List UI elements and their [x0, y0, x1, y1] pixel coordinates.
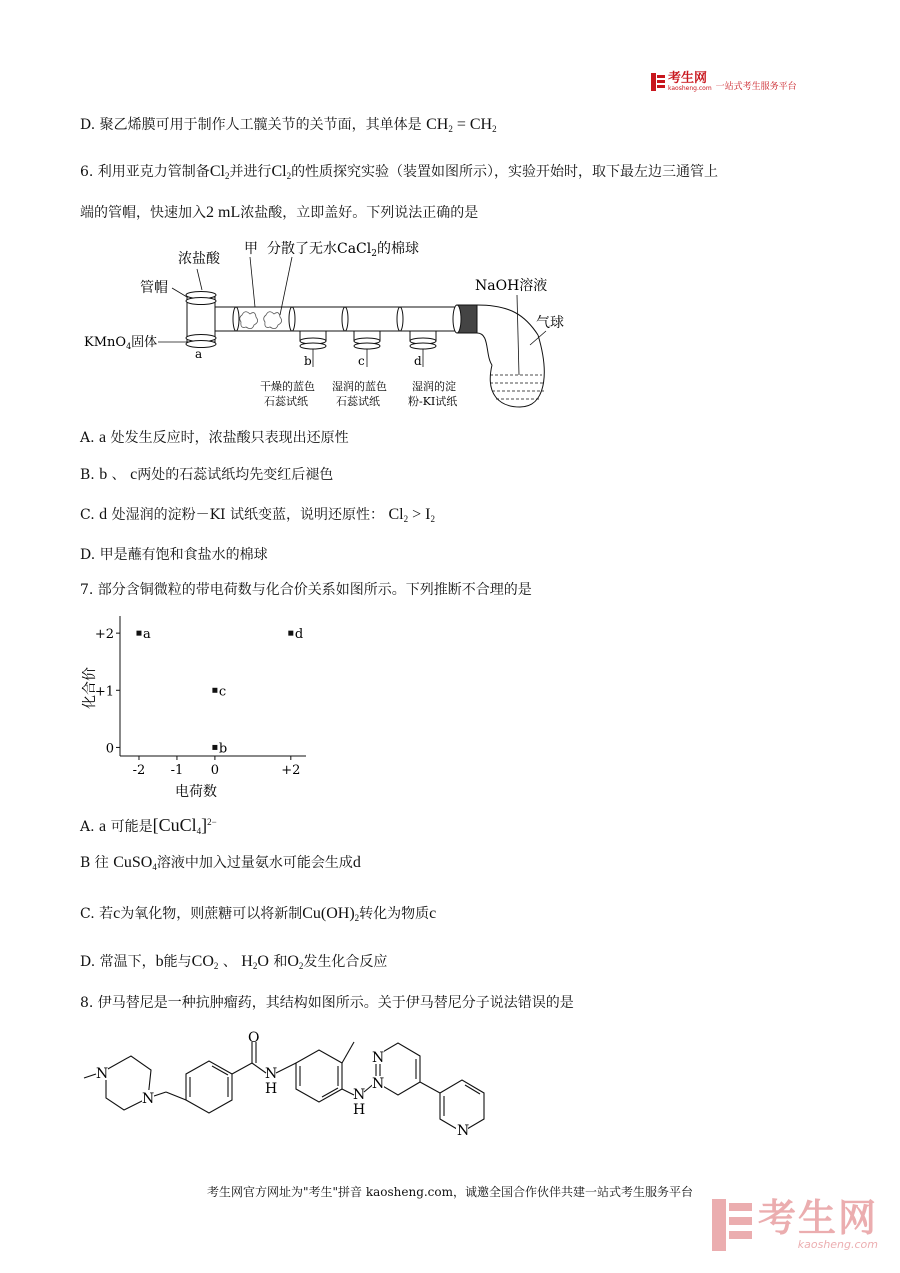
- label-b: b: [304, 354, 312, 368]
- data-point-label-b: b: [218, 741, 228, 757]
- atom-n-piperazine-2: N: [142, 1091, 155, 1107]
- header-logo[interactable]: [651, 72, 797, 92]
- atom-o-carbonyl: O: [248, 1030, 260, 1046]
- q5-option-d-text: D. 聚乙烯膜可用于制作人工髋关节的关节面，其单体是: [80, 117, 422, 133]
- watermark-logo-icon: [712, 1199, 752, 1251]
- label-b-note1: 干燥的蓝色: [260, 380, 315, 393]
- label-conc-hcl: 浓盐酸: [178, 251, 220, 267]
- q6-option-b[interactable]: B. b 、 c两处的石蕊试纸均先变红后褪色: [80, 466, 334, 483]
- q8-stem: 8. 伊马替尼是一种抗肿瘤药，其结构如图所示。关于伊马替尼分子说法错误的是: [80, 995, 574, 1011]
- atom-n-piperazine-1: N: [96, 1066, 109, 1082]
- label-d: d: [414, 354, 422, 368]
- logo-brand: 考生网: [668, 71, 708, 86]
- logo-slogan: 一站式考生服务平台: [715, 81, 797, 92]
- q5-option-d: [80, 115, 497, 139]
- x-axis-label: 电荷数: [175, 784, 217, 800]
- q6-stem-line2: 端的管帽，快速加入2 mL浓盐酸，立即盖好。下列说法正确的是: [80, 204, 479, 221]
- q6-apparatus-diagram: [80, 235, 564, 415]
- atom-h-amide: H: [265, 1081, 278, 1097]
- watermark-sub: kaosheng.com: [797, 1238, 879, 1251]
- atom-n-pyrimidine-2: N: [372, 1076, 385, 1092]
- label-naoh: NaOH溶液: [475, 278, 548, 294]
- watermark-brand: 考生网: [758, 1196, 879, 1240]
- data-point-label-d: d: [294, 627, 304, 643]
- data-point-label-c: c: [218, 684, 227, 700]
- data-point-d: [288, 631, 293, 636]
- x-tick-label: +2: [281, 763, 301, 778]
- q6-option-c[interactable]: C. d 处湿润的淀粉－KI 试纸变蓝，说明还原性： $Cl_2 > I_2$: [80, 506, 435, 524]
- y-tick-label: 0: [105, 741, 114, 757]
- data-point-a: [136, 631, 141, 636]
- label-cap: 管帽: [140, 280, 168, 296]
- logo-icon: [651, 73, 665, 91]
- q8-imatinib-structure: [76, 1030, 506, 1139]
- label-a: a: [195, 347, 203, 361]
- q6-stem-line1: 6. 利用亚克力管制备$Cl_2$并进行$Cl_2$的性质探究实验（装置如图所示），实验开始时，取下最左边三通管上: [80, 163, 719, 181]
- label-b-note2: 石蕊试纸: [264, 395, 308, 408]
- atom-h-amine: H: [353, 1102, 366, 1118]
- logo-brand-sub: kaosheng.com: [668, 85, 712, 92]
- y-tick-label: +1: [94, 684, 114, 700]
- atom-n-amine: N: [353, 1087, 366, 1103]
- q7-option-d[interactable]: D. 常温下，b能与$CO_2$ 、 $H_2O$ 和$O_2$发生化合反应: [80, 953, 388, 971]
- q5-monomer-formula: $CH_2 = CH_2$: [426, 116, 497, 134]
- label-jia: 甲: [244, 241, 258, 257]
- x-tick-label: -2: [132, 763, 146, 778]
- x-tick-label: -1: [170, 763, 184, 778]
- label-c-note2: 石蕊试纸: [336, 395, 380, 408]
- data-point-b: [212, 745, 217, 750]
- q7-option-c[interactable]: C. 若c为氧化物，则蔗糖可以将新制$Cu(OH)_2$转化为物质c: [80, 905, 437, 923]
- label-c-note1: 湿润的蓝色: [332, 380, 387, 393]
- q7-option-a[interactable]: A. a 可能是[CuCl$_4$]$^{2-}$: [80, 815, 217, 836]
- q6-option-a[interactable]: A. a 处发生反应时，浓盐酸只表现出还原性: [80, 429, 349, 446]
- data-point-label-a: a: [142, 627, 151, 643]
- label-d-note2: 粉-KI试纸: [408, 395, 458, 408]
- label-balloon: 气球: [536, 315, 564, 331]
- x-tick-label: 0: [210, 763, 220, 778]
- atom-n-pyridine: N: [457, 1123, 470, 1139]
- q7-scatter-chart: [80, 608, 320, 803]
- q6-option-d[interactable]: D. 甲是蘸有饱和食盐水的棉球: [80, 547, 268, 563]
- y-axis-label: 化合价: [82, 667, 98, 709]
- label-kmno4: KMnO$_4$固体: [84, 335, 158, 351]
- q7-option-b[interactable]: B 往 CuSO$_4$溶液中加入过量氨水可能会生成d: [80, 854, 361, 872]
- atom-n-pyrimidine-1: N: [372, 1050, 385, 1066]
- watermark-logo: [712, 1198, 878, 1251]
- label-d-note1: 湿润的淀: [412, 380, 456, 393]
- footer-text[interactable]: 考生网官方网址为"考生"拼音 kaosheng.com，诚邀全国合作伙伴共建一站式考生服务平台: [206, 1185, 694, 1199]
- label-cotton: 分散了无水CaCl$_2$的棉球: [267, 241, 419, 259]
- q7-stem: 7. 部分含铜微粒的带电荷数与化合价关系如图所示。下列推断不合理的是: [80, 582, 532, 598]
- atom-n-amide: N: [265, 1066, 278, 1082]
- data-point-c: [212, 688, 217, 693]
- label-c: c: [358, 354, 365, 368]
- y-tick-label: +2: [94, 627, 114, 643]
